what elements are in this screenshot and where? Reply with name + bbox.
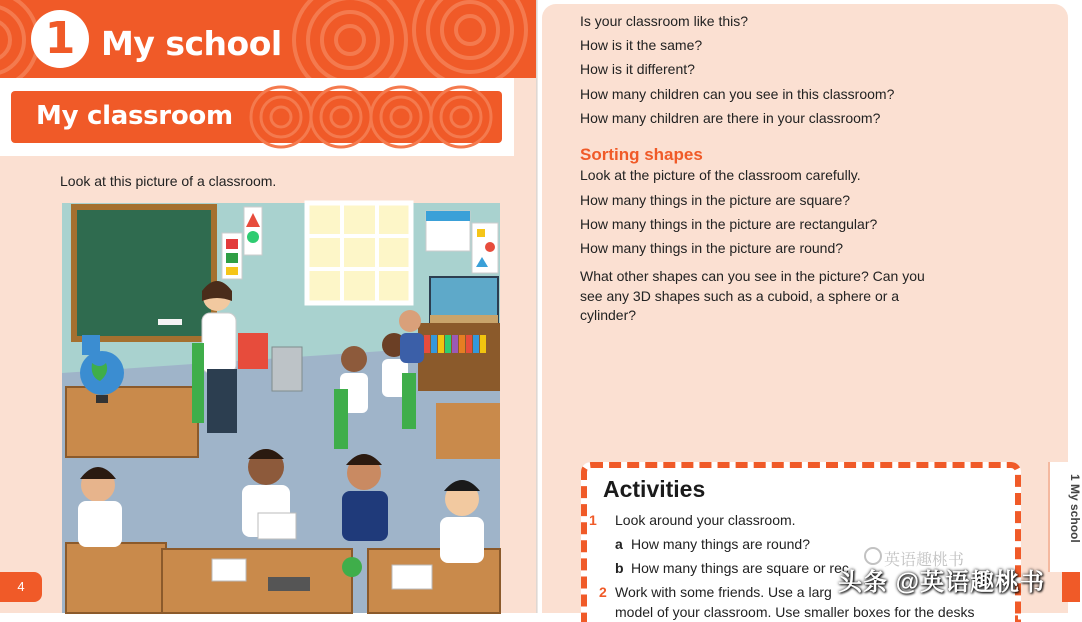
chapter-side-tab	[1048, 462, 1080, 572]
shape-question: What other shapes can you see in the picture? Can you see any 3D shapes such as a cuboid, a sphere or a cylinder?	[580, 268, 925, 323]
activity-text: model of your classroom. Use smaller boxes for the desks	[615, 604, 975, 620]
activities-title: Activities	[603, 476, 706, 502]
sorting-line: How many things in the picture are square?	[580, 192, 851, 208]
activity-letter: a	[615, 536, 623, 552]
activity-letter: b	[615, 560, 624, 576]
sorting-heading: Sorting shapes	[580, 145, 703, 164]
question-line: How is it different?	[580, 61, 695, 77]
side-tab-label: 1 My school	[1068, 474, 1082, 543]
question-line: Is your classroom like this?	[580, 13, 749, 29]
book	[238, 333, 268, 369]
activity-number: 2	[599, 584, 607, 600]
intro-text: Look at this picture of a classroom.	[60, 173, 277, 189]
activity-text: How many things are square or rec	[631, 560, 849, 576]
activities-box	[581, 462, 1021, 622]
sorting-line: How many things in the picture are rectangular?	[580, 216, 878, 232]
section-title: My classroom	[36, 101, 233, 131]
activity-text: Work with some friends. Use a larg	[615, 584, 832, 600]
chapter-number: 1	[31, 10, 89, 68]
page-number: 4	[0, 572, 42, 602]
chapter-header	[0, 0, 538, 78]
left-page	[0, 0, 538, 613]
question-line: How many children can you see in this classroom?	[580, 86, 895, 102]
section-box	[0, 78, 514, 156]
question-line: How many children are there in your classroom?	[580, 110, 881, 126]
activity-text: Look around your classroom.	[615, 512, 796, 528]
watermark: 头条 @英语趣桃书	[838, 569, 1046, 596]
chapter-title: My school	[101, 24, 282, 63]
activity-text: How many things are round?	[631, 536, 810, 552]
classroom-illustration	[62, 203, 500, 613]
side-tab-marker	[1062, 572, 1080, 602]
activity-number: 1	[589, 512, 597, 528]
right-page	[538, 0, 1082, 620]
question-line: How is it the same?	[580, 37, 703, 53]
window	[307, 203, 411, 303]
right-card	[542, 4, 1068, 620]
sorting-line: Look at the picture of the classroom carefully.	[580, 167, 861, 183]
section-banner	[11, 91, 502, 143]
sorting-line: How many things in the picture are round?	[580, 240, 844, 256]
chalkboard	[74, 207, 214, 339]
classroom-drawing	[62, 203, 500, 613]
watermark-faint: 英语趣桃书	[884, 552, 965, 569]
